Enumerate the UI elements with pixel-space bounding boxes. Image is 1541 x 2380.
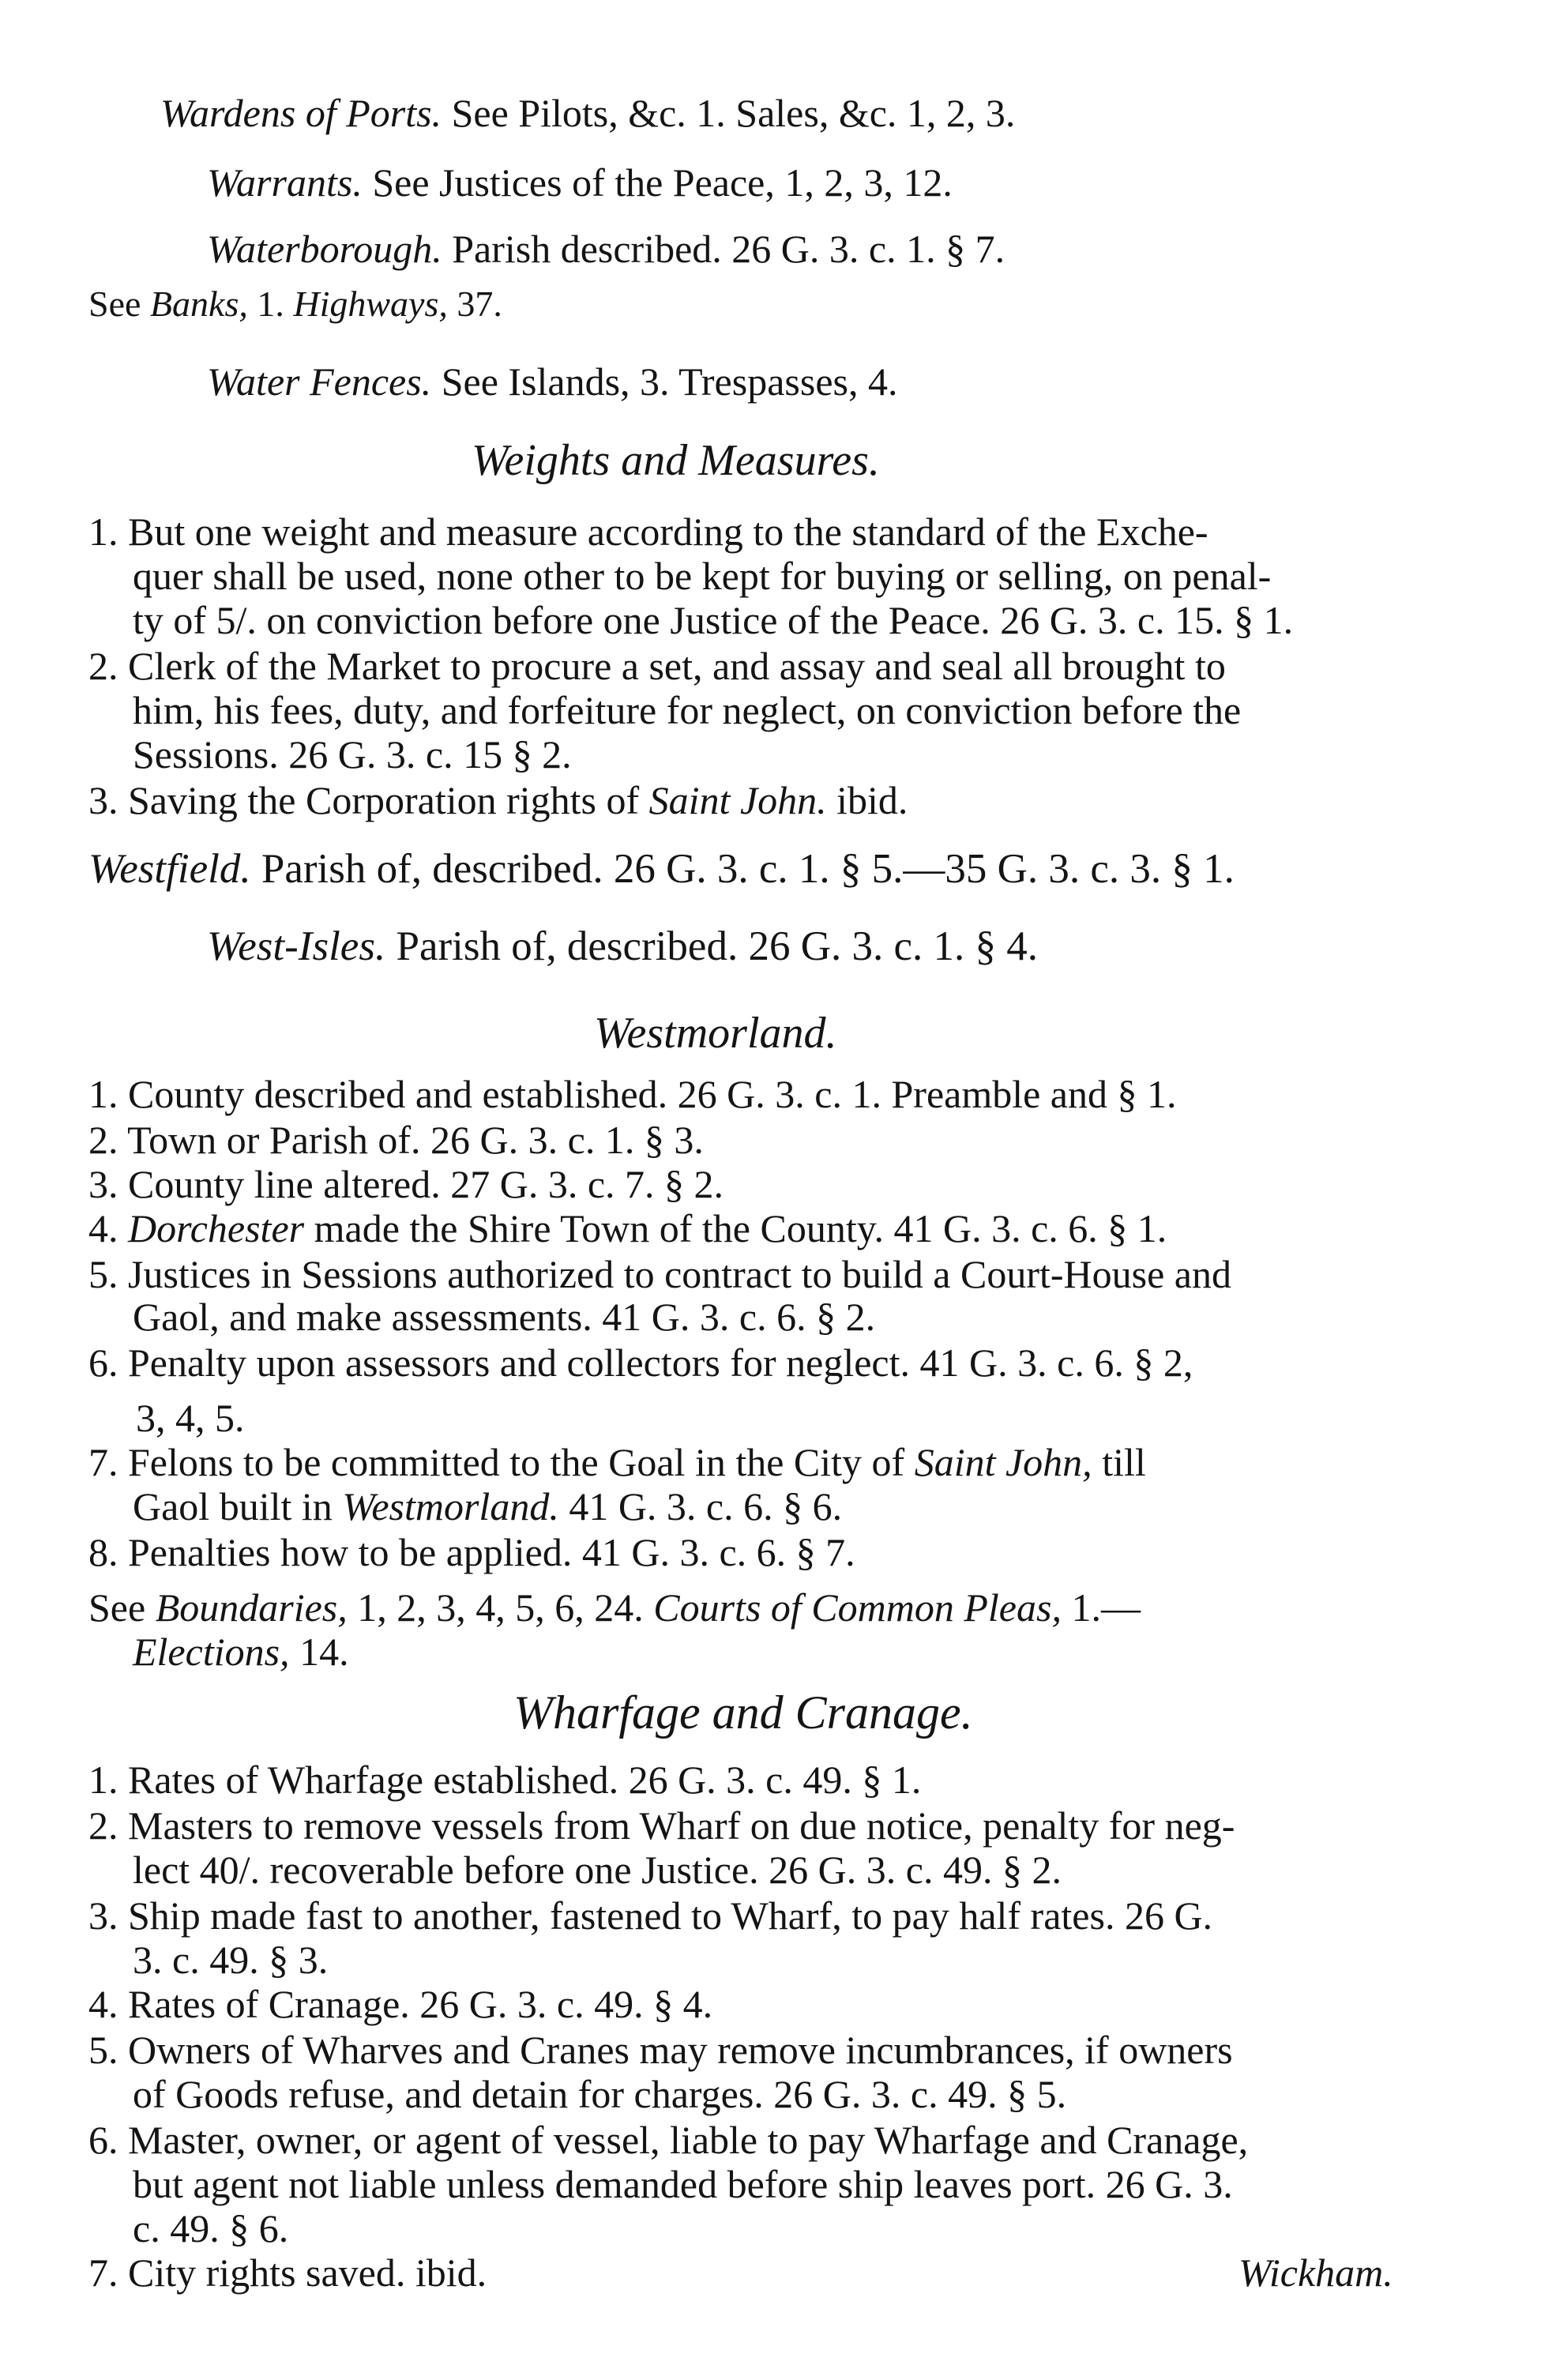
cross-ref-number: 37. bbox=[457, 284, 502, 324]
cross-ref-number: 1.— bbox=[1071, 1585, 1141, 1630]
entry-line: 3. Ship made fast to another, fastened to Wharf, to pay half rates. 26 G. bbox=[88, 1893, 1213, 1938]
entry-line: of Goods refuse, and detain for charges. 26 G. 3. c. 49. § 5. bbox=[133, 2072, 1067, 2116]
catchword: Wickham. bbox=[1238, 2250, 1393, 2295]
entry-heading: Wardens of Ports. bbox=[160, 91, 442, 135]
entry-line: but agent not liable unless demanded before ship leaves port. 26 G. 3. bbox=[133, 2162, 1233, 2206]
see-also-line bbox=[88, 1585, 1141, 1630]
entry-waterborough-see-also bbox=[88, 286, 502, 322]
entry-line: 5. Owners of Wharves and Cranes may remove incumbrances, if owners bbox=[88, 2028, 1233, 2072]
entry-text: See Justices of the Peace, 1, 2, 3, 12. bbox=[372, 160, 953, 205]
entry-line: 1. Rates of Wharfage established. 26 G. 3. c. 49. § 1. bbox=[88, 1758, 922, 1802]
cross-ref-number: 1. bbox=[257, 284, 284, 324]
entry-west-isles bbox=[207, 923, 1038, 969]
entry-heading: Water Fences. bbox=[207, 359, 432, 404]
see-also-line bbox=[133, 1630, 349, 1674]
entry-line: 1. County described and established. 26 G. 3. c. 1. Preamble and § 1. bbox=[88, 1072, 1177, 1116]
entry-line bbox=[88, 780, 908, 820]
cross-ref-number: 14. bbox=[299, 1630, 349, 1674]
entry-line: 8. Penalties how to be applied. 41 G. 3. c. 6. § 7. bbox=[88, 1530, 855, 1574]
entry-line: Sessions. 26 G. 3. c. 15 § 2. bbox=[133, 732, 572, 776]
entry-wardens-of-ports bbox=[160, 93, 1015, 133]
entry-line bbox=[88, 1442, 1146, 1482]
entry-text: Gaol built in bbox=[133, 1484, 333, 1528]
entry-line: 6. Master, owner, or agent of vessel, liable to pay Wharfage and Cranage, bbox=[88, 2118, 1249, 2162]
section-heading: Westmorland. bbox=[594, 1009, 837, 1058]
entry-text: till bbox=[1102, 1440, 1146, 1484]
entry-text: Parish of, described. 26 G. 3. c. 1. § 4. bbox=[396, 923, 1038, 969]
entry-text: See Pilots, &c. 1. Sales, &c. 1, 2, 3. bbox=[451, 91, 1016, 135]
entry-line: 6. Penalty upon assessors and collectors for neglect. 41 G. 3. c. 6. § 2, bbox=[88, 1340, 1193, 1385]
entry-line: ty of 5/. on conviction before one Justice of the Peace. 26 G. 3. c. 15. § 1. bbox=[133, 598, 1294, 642]
entry-heading: Westfield. bbox=[88, 846, 251, 892]
entry-line: 4. Rates of Cranage. 26 G. 3. c. 49. § 4. bbox=[88, 1982, 713, 2026]
place-name: Saint John, bbox=[914, 1440, 1092, 1484]
entry-warrants bbox=[207, 160, 953, 205]
entry-line: c. 49. § 6. bbox=[133, 2206, 289, 2250]
entry-line: Gaol, and make assessments. 41 G. 3. c. 6. § 2. bbox=[133, 1295, 876, 1339]
entry-text: 7. Felons to be committed to the Goal in the City of bbox=[88, 1440, 905, 1484]
cross-ref: Boundaries, bbox=[155, 1585, 348, 1630]
section-heading: Weights and Measures. bbox=[472, 436, 880, 485]
place-name: Westmorland. bbox=[342, 1484, 559, 1528]
entry-line: him, his fees, duty, and forfeiture for neglect, on conviction before the bbox=[133, 688, 1242, 732]
entry-text: 3. Saving the Corporation rights of bbox=[88, 778, 640, 822]
entry-text: Parish described. 26 G. 3. c. 1. § 7. bbox=[452, 227, 1005, 271]
see-label: See bbox=[88, 1585, 146, 1630]
entry-text: 41 G. 3. c. 6. § 6. bbox=[569, 1484, 843, 1528]
entry-heading: Warrants. bbox=[207, 160, 363, 205]
cross-ref: Courts of Common Pleas, bbox=[653, 1585, 1062, 1630]
entry-waterborough bbox=[207, 229, 1005, 269]
entry-line: 5. Justices in Sessions authorized to contract to build a Court-House and bbox=[88, 1252, 1231, 1296]
entry-line: 3. c. 49. § 3. bbox=[133, 1938, 329, 1982]
cross-ref: Banks, bbox=[149, 284, 248, 324]
entry-line: 3, 4, 5. bbox=[136, 1396, 245, 1440]
entry-line: 2. Masters to remove vessels from Wharf on due notice, penalty for neg- bbox=[88, 1803, 1235, 1848]
entry-text: See Islands, 3. Trespasses, 4. bbox=[441, 359, 898, 404]
section-heading: Wharfage and Cranage. bbox=[513, 1686, 973, 1739]
entry-text: ibid. bbox=[836, 778, 908, 822]
entry-water-fences bbox=[207, 359, 898, 404]
entry-line bbox=[88, 1206, 1167, 1250]
item-number: 4. bbox=[88, 1206, 118, 1250]
entry-text: Parish of, described. 26 G. 3. c. 1. § 5.—35 G. 3. c. 3. § 1. bbox=[261, 846, 1235, 892]
entry-line: quer shall be used, none other to be kept for buying or selling, on penal- bbox=[133, 554, 1272, 598]
entry-line bbox=[133, 1484, 843, 1528]
entry-line: 7. City rights saved. ibid. bbox=[88, 2250, 487, 2295]
cross-ref: Elections, bbox=[133, 1630, 290, 1674]
entry-line: 2. Clerk of the Market to procure a set, and assay and seal all brought to bbox=[88, 644, 1226, 688]
entry-line: 2. Town or Parish of. 26 G. 3. c. 1. § 3. bbox=[88, 1118, 704, 1162]
place-name: Saint John. bbox=[648, 778, 827, 822]
entry-line: 1. But one weight and measure according to the standard of the Exche- bbox=[88, 509, 1208, 554]
entry-line: lect 40/. recoverable before one Justice. 26 G. 3. c. 49. § 2. bbox=[133, 1848, 1062, 1892]
cross-ref: Highways, bbox=[293, 284, 448, 324]
place-name: Dorchester bbox=[128, 1206, 305, 1250]
entry-westfield bbox=[88, 848, 1235, 890]
see-label: See bbox=[88, 284, 141, 324]
cross-ref-number: 1, 2, 3, 4, 5, 6, 24. bbox=[357, 1585, 644, 1630]
entry-text: made the Shire Town of the County. 41 G. 3. c. 6. § 1. bbox=[314, 1206, 1167, 1250]
entry-heading: Waterborough. bbox=[207, 227, 442, 271]
entry-line: 3. County line altered. 27 G. 3. c. 7. § 2. bbox=[88, 1162, 724, 1206]
entry-heading: West-Isles. bbox=[207, 923, 386, 969]
